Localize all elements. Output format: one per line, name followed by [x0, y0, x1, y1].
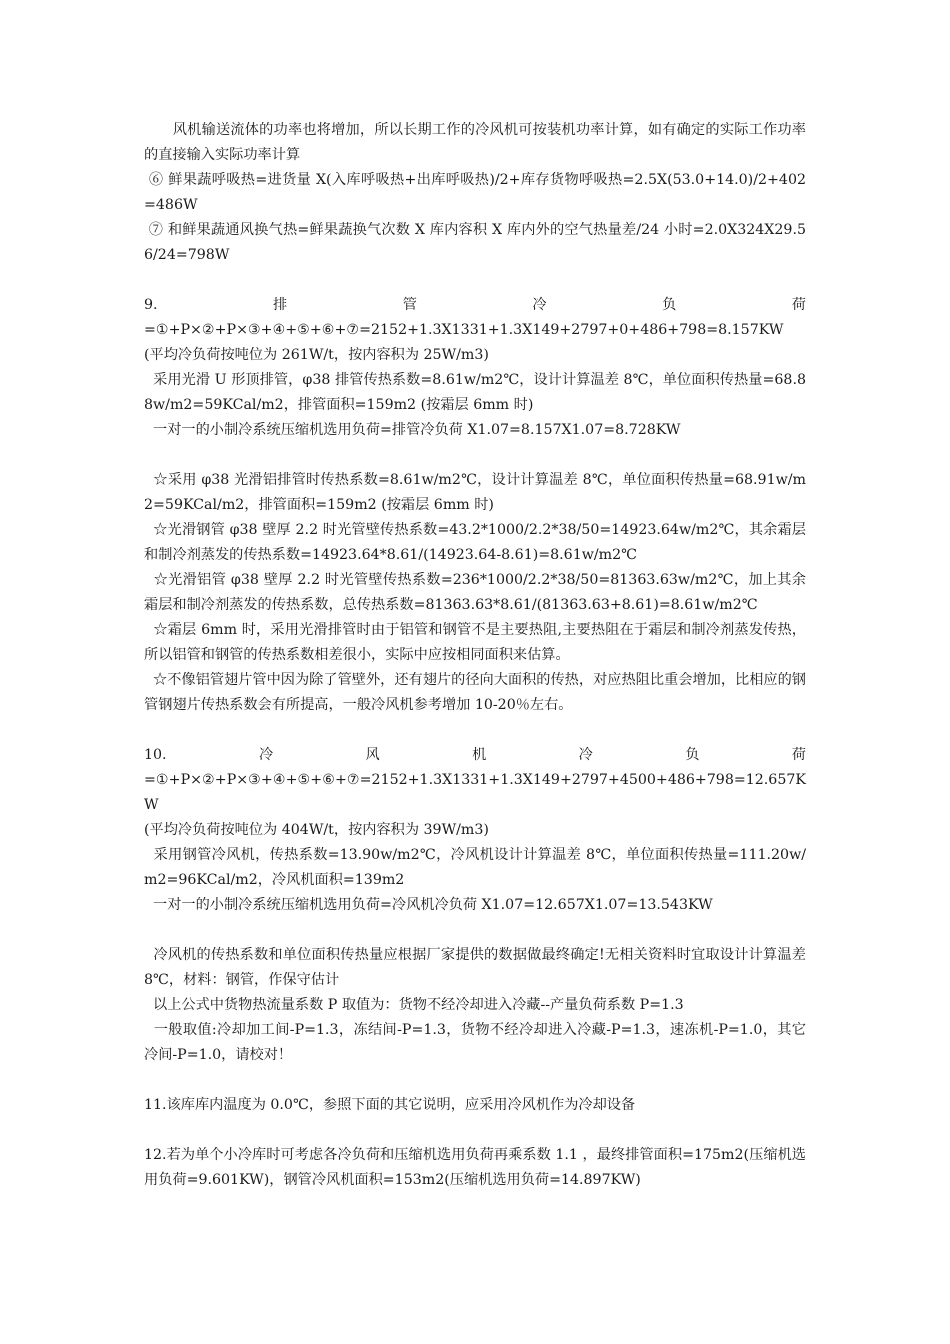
note-p-value: 以上公式中货物热流量系数 P 取值为：货物不经冷却进入冷藏--产量负荷系数 P=1.3: [144, 997, 684, 1013]
note-general-values: 一般取值:冷却加工间-P=1.3，冻结间-P=1.3，货物不经冷却进入冷藏-P=1.3，速冻机-P=1.0，其它冷间-P=1.0，请校对！: [144, 1022, 806, 1063]
heading-word: 9.: [144, 297, 158, 313]
fan-power-paragraph: 风机输送流体的功率也将增加，所以长期工作的冷风机可按装机功率计算，如有确定的实际工作功率的直接输入实际功率计算: [144, 122, 806, 163]
heading-word: 冷: [258, 747, 274, 763]
section-10-fan-paragraph: 采用钢管冷风机，传热系数=13.90w/m2℃，冷风机设计计算温差 8℃，单位面积传热量=111.20w/m2=96KCal/m2，冷风机面积=139m2: [144, 847, 806, 888]
section-10-formula: =①+P×②+P×③+④+⑤+⑥+⑦=2152+1.3X1331+1.3X149+2797+4500+486+798=12.657KW: [144, 772, 806, 813]
spacer: [144, 918, 806, 943]
heading-word: 管: [402, 297, 417, 313]
heading-word: 风: [365, 747, 380, 763]
heading-word: 机: [472, 747, 487, 763]
spacer: [144, 1118, 806, 1143]
star-note-finned-tube: ☆不像铝管翅片管中因为除了管壁外，还有翅片的径向大面积的传热，对应热阻比重会增加，比相应的钢管钢翅片传热系数会有所提高，一般冷风机参考增加 10-20％左右。: [144, 672, 806, 713]
heading-word: 10.: [144, 747, 167, 763]
spacer: [144, 268, 806, 293]
spacer: [144, 1068, 806, 1093]
section-9-formula: =①+P×②+P×③+④+⑤+⑥+⑦=2152+1.3X1331+1.3X149+2797+0+486+798=8.157KW: [144, 322, 784, 338]
ventilation-heat-paragraph: ⑦ 和鲜果蔬通风换气热=鲜果蔬换气次数 X 库内容积 X 库内外的空气热量差/24 小时=2.0X324X29.56/24=798W: [144, 222, 806, 263]
section-9-average: (平均冷负荷按吨位为 261W/t，按内容积为 25W/m3): [144, 347, 489, 363]
star-note-aluminum-wall: ☆光滑铝管 φ38 壁厚 2.2 时光管壁传热系数=236*1000/2.2*38/50=81363.63w/m2℃，加上其余霜层和制冷剂蒸发的传热系数，总传热系数=81363.63*8.61/(81363.63+8.61)=8.61w/m2℃: [144, 572, 806, 613]
heading-word: 荷: [791, 297, 806, 313]
section-10-average: (平均冷负荷按吨位为 404W/t，按内容积为 39W/m3): [144, 822, 489, 838]
section-10-compressor-paragraph: 一对一的小制冷系统压缩机选用负荷=冷风机冷负荷 X1.07=12.657X1.07=13.543KW: [144, 897, 713, 913]
section-11-paragraph: 11.该库库内温度为 0.0℃，参照下面的其它说明，应采用冷风机作为冷却设备: [144, 1097, 636, 1113]
section-9-pipe-paragraph: 采用光滑 U 形顶排管，φ38 排管传热系数=8.61w/m2℃，设计计算温差 8℃，单位面积传热量=68.88w/m2=59KCal/m2，排管面积=159m2 (按霜层 6mm 时): [144, 372, 806, 413]
heading-word: 排: [273, 297, 288, 313]
star-note-frost-layer: ☆霜层 6mm 时，采用光滑排管时由于铝管和钢管不是主要热阻,主要热阻在于霜层和制冷剂蒸发传热，所以铝管和钢管的传热系数相差很小，实际中应按相同面积来估算。: [144, 622, 806, 663]
star-note-aluminum-pipe: ☆采用 φ38 光滑铝排管时传热系数=8.61w/m2℃，设计计算温差 8℃，单位面积传热量=68.91w/m2=59KCal/m2，排管面积=159m2 (按霜层 6mm 时): [144, 472, 806, 513]
respiration-heat-paragraph: ⑥ 鲜果蔬呼吸热=进货量 X(入库呼吸热+出库呼吸热)/2+库存货物呼吸热=2.5X(53.0+14.0)/2+402=486W: [144, 172, 806, 213]
star-note-steel-pipe: ☆光滑钢管 φ38 壁厚 2.2 时光管壁传热系数=43.2*1000/2.2*38/50=14923.64w/m2℃，其余霜层和制冷剂蒸发的传热系数=14923.64*8.61/(14923.64-8.61)=8.61w/m2℃: [144, 522, 806, 563]
heading-word: 冷: [532, 297, 547, 313]
heading-word: 负: [662, 297, 677, 313]
section-10-heading: [144, 743, 806, 768]
spacer: [144, 718, 806, 743]
section-12-paragraph: 12.若为单个小冷库时可考虑各冷负荷和压缩机选用负荷再乘系数 1.1 ，最终排管面积=175m2(压缩机选用负荷=9.601KW)，钢管冷风机面积=153m2(压缩机选用负荷=14.897KW): [144, 1147, 806, 1188]
heading-word: 荷: [791, 747, 806, 763]
section-9-heading: [144, 293, 806, 318]
heading-word: 冷: [578, 747, 593, 763]
note-fan-coefficient: 冷风机的传热系数和单位面积传热量应根据厂家提供的数据做最终确定!无相关资料时宜取设计计算温差 8℃，材料：钢管，作保守估计: [144, 947, 806, 988]
section-9-compressor-paragraph: 一对一的小制冷系统压缩机选用负荷=排管冷负荷 X1.07=8.157X1.07=8.728KW: [144, 422, 681, 438]
heading-word: 负: [685, 747, 700, 763]
document-page: [144, 118, 806, 1193]
spacer: [144, 443, 806, 468]
